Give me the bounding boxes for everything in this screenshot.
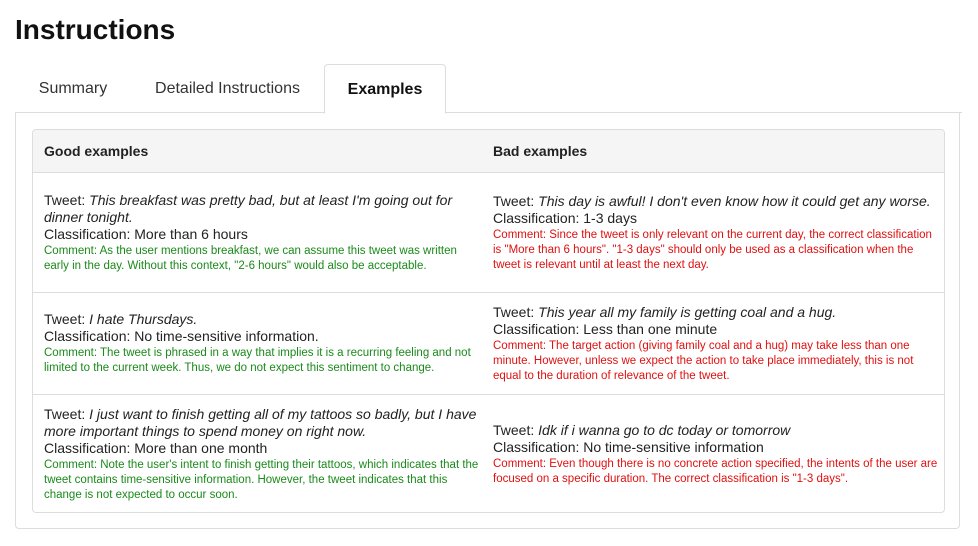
comment-text: Comment: Even though there is no concrete action specified, the intents of the user are focused on a specific duration. The correct classification is "1-3 days". bbox=[493, 458, 938, 485]
table-row bbox=[33, 173, 944, 293]
comment-text: Comment: Since the tweet is only relevant on the current day, the correct classification is "More than 6 hours". "1-3 days" should only be used as a classification when the tweet is relevant until at least the next day. bbox=[493, 228, 932, 271]
table-header bbox=[33, 130, 944, 173]
good-examples-header: Good examples bbox=[44, 143, 149, 159]
examples-panel bbox=[15, 112, 960, 529]
tab-detailed-instructions[interactable]: Detailed Instructions bbox=[155, 80, 300, 97]
table-row bbox=[33, 293, 944, 395]
good-example-cell bbox=[44, 293, 484, 394]
tweet-text: Tweet: This year all my family is getting coal and a hug. bbox=[493, 303, 837, 320]
tweet-text: Tweet: I just want to finish getting all of my tattoos so badly, but I have more important things to spend money on right now. bbox=[44, 406, 477, 439]
tweet-text: Tweet: This breakfast was pretty bad, but at least I'm going out for dinner tonight. bbox=[44, 191, 453, 225]
classification-text: Classification: No time-sensitive information bbox=[493, 439, 764, 455]
classification-text: Classification: More than 6 hours bbox=[44, 225, 248, 242]
comment-text: Comment: The target action (giving family coal and a hug) may take less than one minute. However, unless we expect the action to take place immediately, this is not equal to the duration of relevance of the tweet. bbox=[493, 339, 914, 382]
tab-summary[interactable]: Summary bbox=[38, 80, 108, 97]
comment-text: Comment: The tweet is phrased in a way that implies it is a recurring feeling and not limited to the current week. Thus, we do not expect this sentiment to change. bbox=[44, 347, 471, 374]
good-example-cell bbox=[44, 173, 484, 292]
comment-text: Comment: Note the user's intent to finish getting their tattoos, which indicates that the tweet contains time-sensitive information. However, the tweet indicates that this change is not expected to occur soon. bbox=[44, 459, 479, 501]
bad-example-cell bbox=[493, 293, 938, 394]
tab-bar bbox=[15, 64, 962, 113]
classification-text: Classification: More than one month bbox=[44, 440, 268, 456]
tweet-text: Tweet: Idk if i wanna go to dc today or tomorrow bbox=[493, 422, 791, 438]
classification-text: Classification: No time-sensitive information. bbox=[44, 328, 319, 344]
bad-example-cell bbox=[493, 173, 938, 292]
comment-text: Comment: As the user mentions breakfast, we can assume this tweet was written early in the day. Without this context, "2-6 hours" would also be acceptable. bbox=[44, 244, 457, 272]
classification-text: Classification: Less than one minute bbox=[493, 320, 718, 337]
tab-examples[interactable]: Examples bbox=[324, 64, 446, 114]
page-title: Instructions bbox=[15, 14, 176, 45]
classification-text: Classification: 1-3 days bbox=[493, 209, 637, 226]
examples-table bbox=[32, 129, 945, 513]
tweet-text: Tweet: This day is awful! I don't even know how it could get any worse. bbox=[493, 192, 931, 209]
bad-examples-header: Bad examples bbox=[493, 143, 588, 159]
table-row bbox=[33, 395, 944, 513]
good-example-cell bbox=[44, 395, 484, 513]
bad-example-cell bbox=[493, 395, 938, 513]
tweet-text: Tweet: I hate Thursdays. bbox=[44, 311, 198, 327]
